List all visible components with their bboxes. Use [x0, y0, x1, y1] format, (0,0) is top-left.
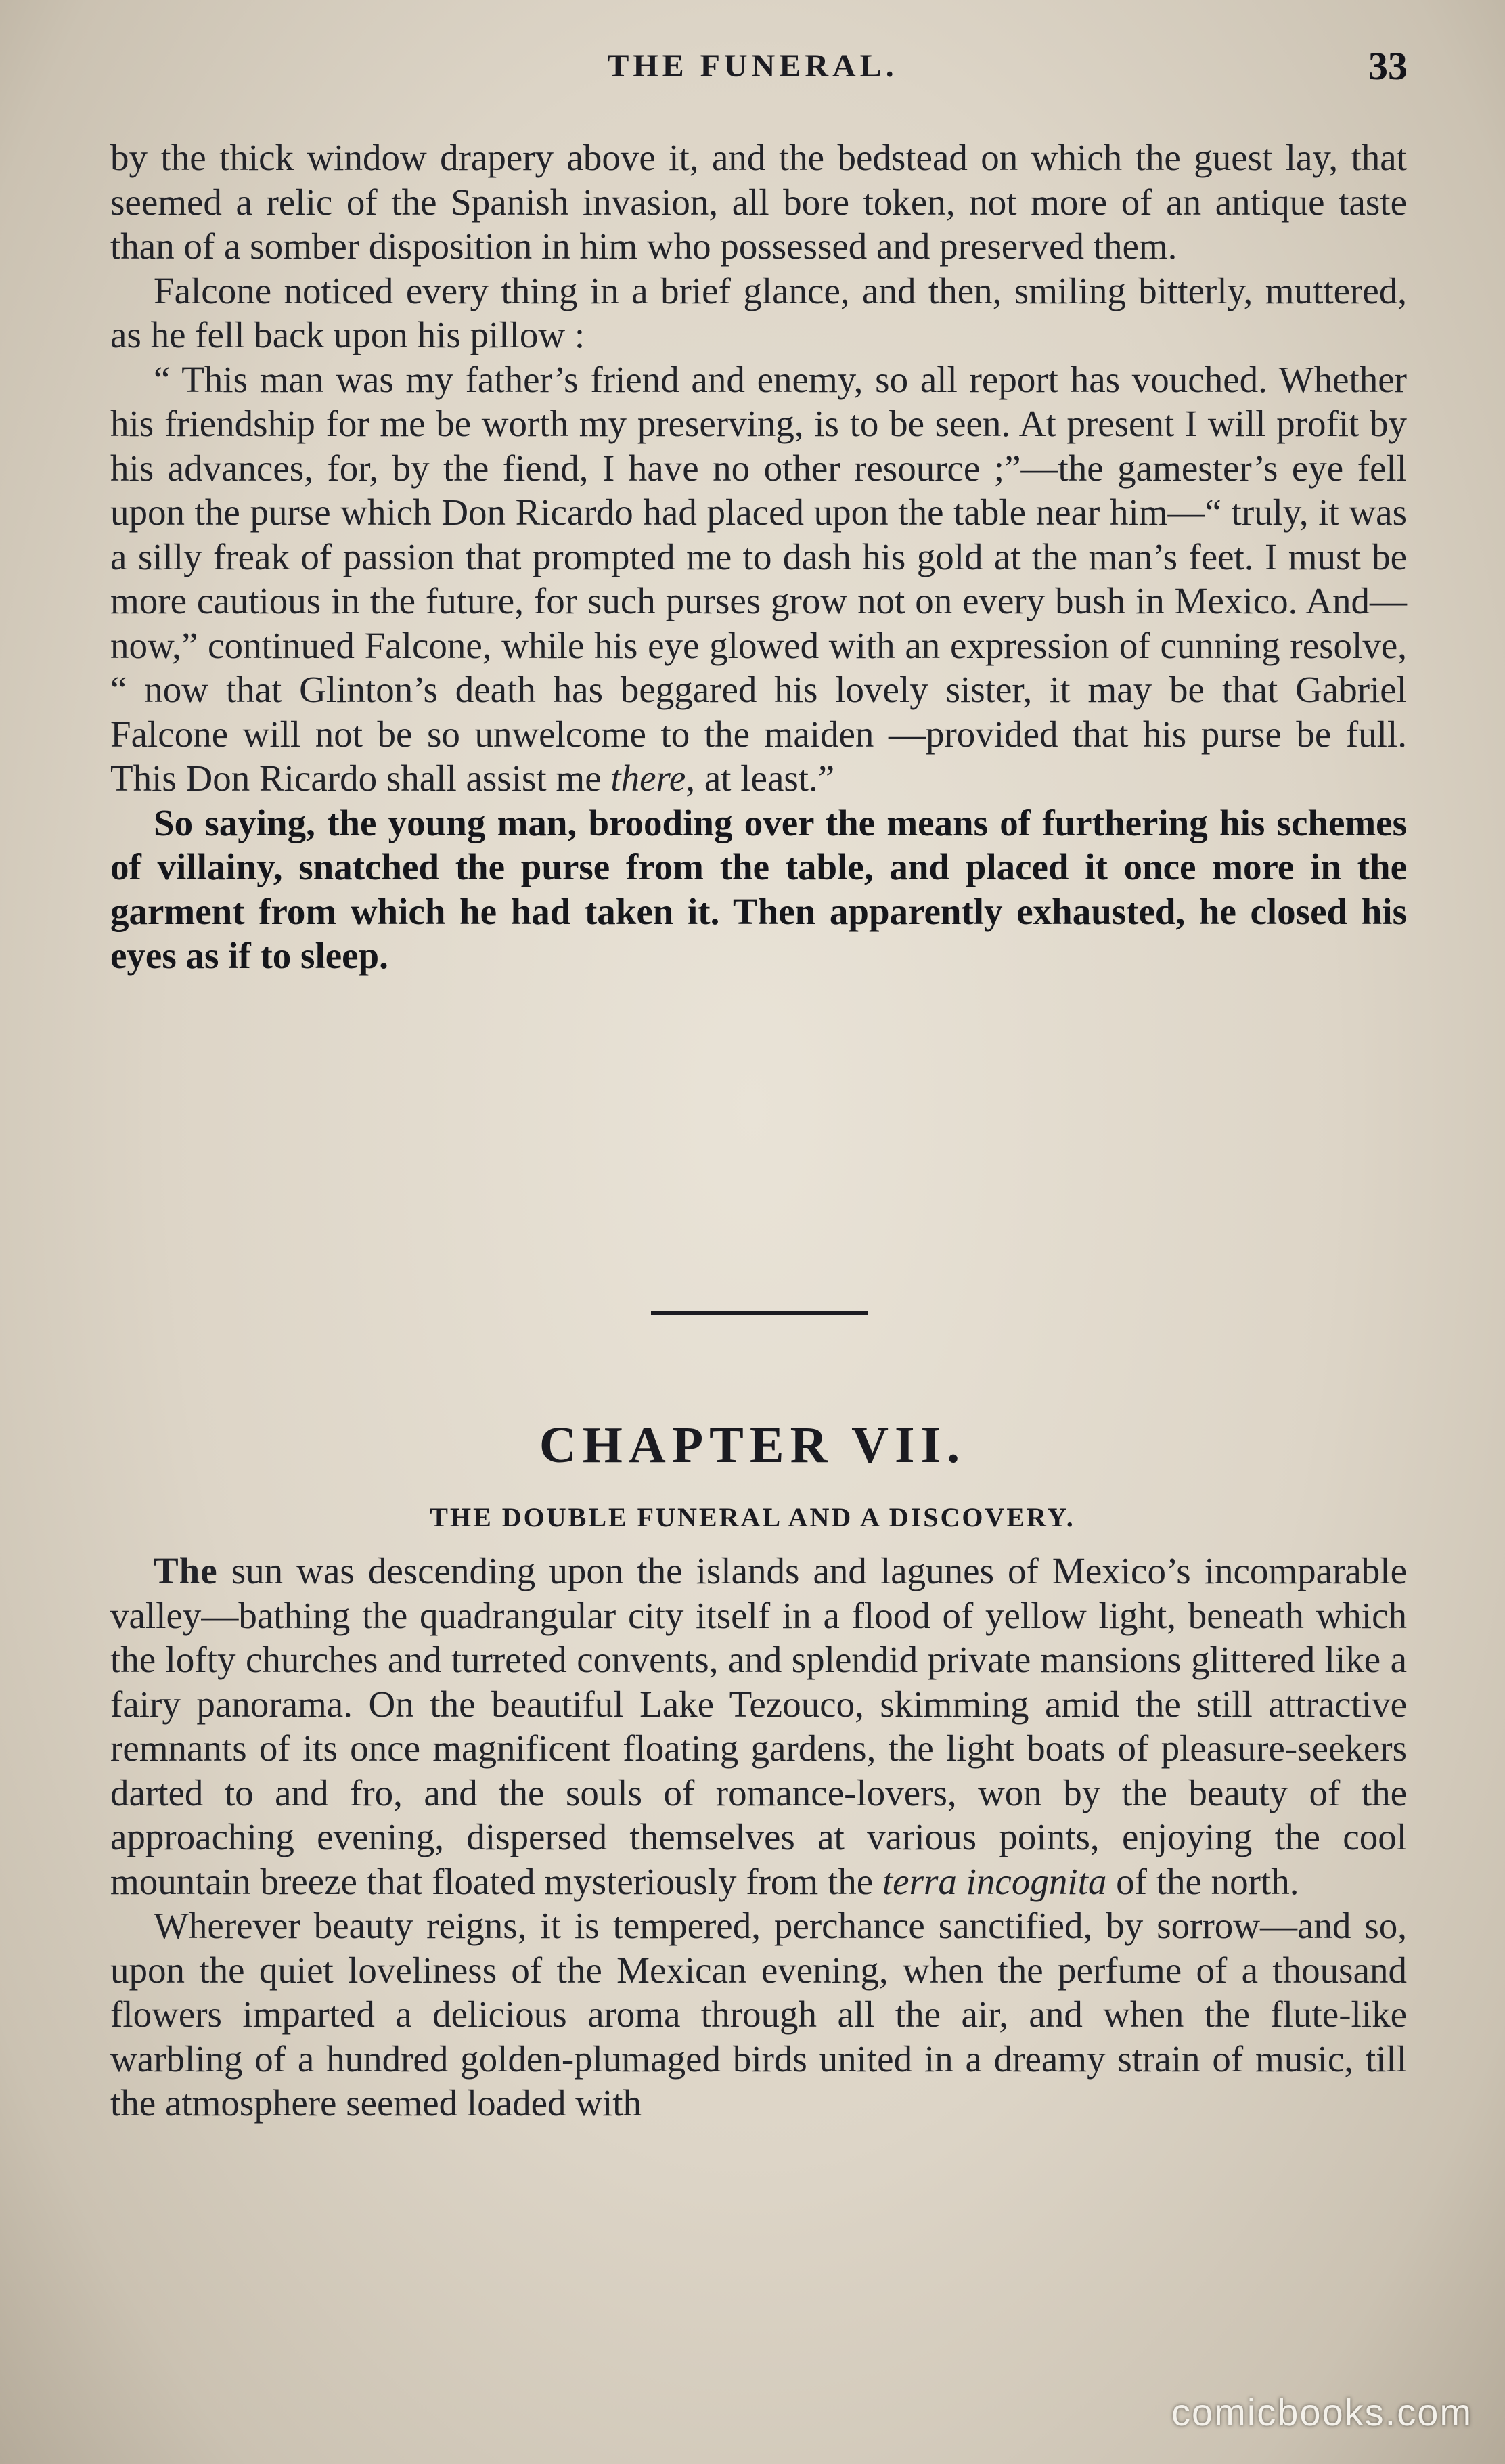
opening-text-end: of the north.	[1106, 1860, 1299, 1902]
paragraph-continued: by the thick window drapery above it, and the bedstead on which the guest lay, that seemed a relic of the Spanish invasion, all bore token, not more of an antique taste than of a somber disposition in him who possessed and preserved them.	[110, 137, 1407, 267]
chapter-title: CHAPTER VII.	[539, 1417, 966, 1474]
watermark: comicbooks.com	[1171, 2391, 1473, 2434]
opening-text: sun was descending upon the islands and lagunes of Mexico’s incomparable valley—bathing the quadrangular city itself in a flood of yellow light, beneath which the lofty churches and turreted convents, and splendid private mansions glittered like a fairy panorama. On the beautiful Lake Tezouco, skimming amid the still attractive remnants of its once magnificent floating gardens, the light boats of pleasure-seekers darted to and fro, and the souls of romance-lovers, won by the beauty of the approaching evening, dispersed themselves at various points, enjoying the cool mountain breeze that floated mysteriously from the	[110, 1550, 1407, 1902]
chapter-subtitle: THE DOUBLE FUNERAL AND A DISCOVERY.	[430, 1502, 1075, 1533]
paragraph: Wherever beauty reigns, it is tempered, perchance sanctified, by sorrow—and so, upon the quiet loveliness of the Mexican evening, when the perfume of a thousand flowers imparted a delicious aroma through all the air, and when the flute-like warbling of a hundred golden-plumaged birds united in a dreamy strain of music, till the atmosphere seemed loaded with	[110, 1905, 1407, 2124]
paragraph-quote-end: , at least.”	[686, 757, 835, 799]
text-block-top	[110, 135, 1407, 978]
italic-emphasis: there	[610, 757, 686, 799]
running-head	[0, 41, 1505, 95]
text-block-bottom	[110, 1549, 1407, 2126]
chapter-opening-paragraph	[110, 1549, 1407, 1904]
paragraph-quote-text: “ This man was my father’s friend and enemy, so all report has vouched. Whether his friendship for me be worth my preserving, is to be seen. At present I will profit by his advances, for, by the fiend, I have no other resource ;”—the gamester’s eye fell upon the purse which Don Ricardo had placed upon the table near him—“ truly, it was a silly freak of passion that prompted me to dash his gold at the man’s feet. I must be more cautious in the future, for such purses grow not on every bush in Mexico. And—now,” continued Falcone, while his eye glowed with an expression of cunning resolve, “ now that Glinton’s death has beggared his lovely sister, it may be that Gabriel Falcone will not be so unwelcome to the maiden —provided that his purse be full. This Don Ricardo shall assist me	[110, 358, 1407, 799]
section-divider	[651, 1311, 868, 1315]
running-title: THE FUNERAL.	[607, 48, 898, 84]
paragraph-quote	[110, 357, 1407, 801]
paragraph: Falcone noticed every thing in a brief glance, and then, smiling bitterly, muttered, as he fell back upon his pillow :	[110, 269, 1407, 355]
page-number: 33	[1368, 44, 1408, 88]
paragraph-closing: So saying, the young man, brooding over the means of furthering his schemes of villainy, snatched the purse from the table, and placed it once more in the garment from which he had taken it. Then apparently exhausted, he closed his eyes as if to sleep.	[110, 801, 1407, 976]
lead-word: The	[154, 1550, 218, 1591]
italic-phrase: terra incognita	[882, 1860, 1107, 1902]
